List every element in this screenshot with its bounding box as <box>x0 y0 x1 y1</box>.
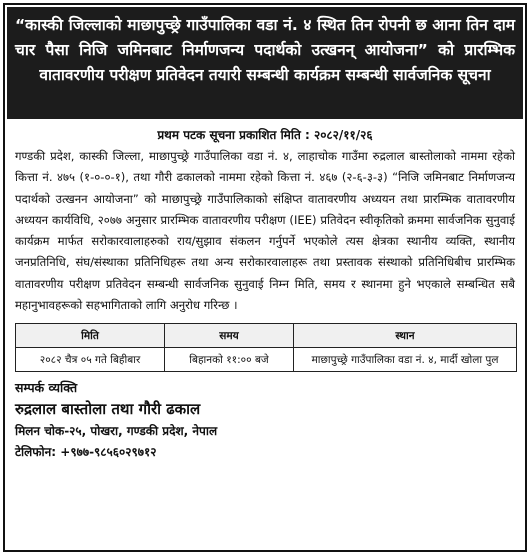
schedule-header-date: मिति <box>16 324 165 348</box>
notice-frame <box>3 3 527 552</box>
notice-title: “कास्की जिल्लाको माछापुच्छ्रे गाउँपालिका वडा नं. ४ स्थित तिन रोपनी छ आना तिन दाम चार पैसा निजि जमिनबाट निर्माणजन्य पदार्थको उत्खनन् आयोजना” को प्रारम्भिक वातावरणीय परीक्षण प्रतिवेदन तयारी सम्बन्धी कार्यक्रम सम्बन्धी सार्वजनिक सूचना <box>7 7 523 119</box>
schedule-date: २०८२ चैत्र ०५ गते बिहीबार <box>16 348 165 372</box>
contact-name: रुद्रलाल बास्तोला तथा गौरी ढकाल <box>15 400 201 419</box>
notice-body: गण्डकी प्रदेश, कास्की जिल्ला, माछापुच्छ्रे गाउँपालिका वडा नं. ४, लाहाचोक गाउँमा रुद्रलाल बास्तोलाको नाममा रहेको कित्ता नं. ४७५ (१-०-०-१), तथा गौरी ढकालको नाममा रहेको कित्ता नं. ४६७ (२-६-३-३) “निजि जमिनबाट निर्माणजन्य पदार्थको उत्खनन आयोजना” को माछापुच्छ्रे गाउँपालिकाको संक्षिप्त वातावरणीय अध्ययन तथा प्रारम्भिक वातावरणीय अध्ययन कार्यविधि, २०७७ अनुसार प्रारम्भिक वातावरणीय परीक्षण (IEE) प्रतिवेदन स्वीकृतिको क्रममा सार्वजनिक सुनुवाई कार्यक्रम मार्फत सरोकारवालाहरुको राय/सुझाव संकलन गर्नुपर्ने भएकोले त्यस क्षेत्रका स्थानीय व्यक्ति, स्थानीय जनप्रतिनिधि, संघ/संस्थाका प्रतिनिधिहरू तथा अन्य सरोकारवालाहरू तथा प्रस्तावक संस्थाको प्रतिनिधिबीच प्रारम्भिक वातावरणीय परीक्षण प्रतिवेदन सम्बन्धी सार्वजनिक सुनुवाई निम्न मिति, समय र स्थानमा हुने भएकाले सम्बन्धित सबै महानुभावहरूको सहभागिताको लागि अनुरोध गरिन्छ । <box>15 149 515 313</box>
schedule-time: बिहानको ११:०० बजे <box>165 348 294 372</box>
schedule-table <box>15 323 517 372</box>
contact-address: मिलन चोक-२५, पोखरा, गण्डकी प्रदेश, नेपाल <box>15 424 218 439</box>
publication-date-line: प्रथम पटक सूचना प्रकाशित मिति : २०८२/११/२६ <box>157 128 373 142</box>
contact-heading: सम्पर्क व्यक्ति <box>15 380 78 396</box>
schedule-header-place: स्थान <box>294 324 517 348</box>
schedule-header-row <box>16 324 517 348</box>
contact-block <box>15 378 515 463</box>
schedule-place: माछापुच्छ्रे गाउँपालिका वडा नं. ४, मार्दी खोला पुल <box>294 348 517 372</box>
contact-phone: टेलिफोन: +९७७-९८५६०२९७१२ <box>15 445 157 460</box>
schedule-header-time: समय <box>165 324 294 348</box>
schedule-row <box>16 348 517 372</box>
